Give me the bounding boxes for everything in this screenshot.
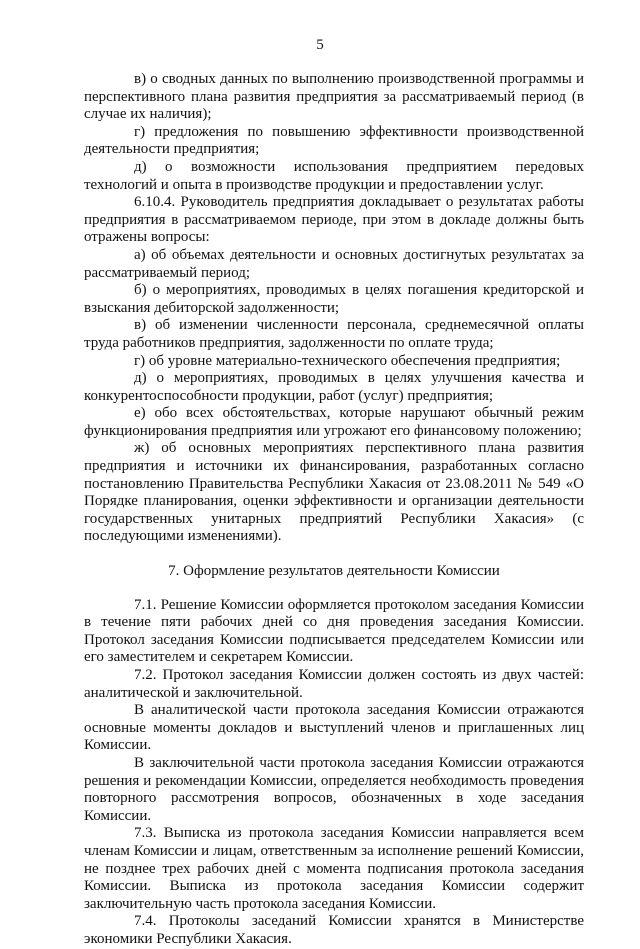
paragraph-7-3: 7.3. Выписка из протокола заседания Комиссии направляется всем членам Комиссии и лицам, ответственным за исполнение решений Комиссии, не позднее трех рабочих дней с момента подписания протокола заседания Комиссии. Выписка из протокола заседания Комиссии содержит заключительную часть протокола заседания Комиссии. [84, 825, 584, 912]
paragraph-a-volumes: а) об объемах деятельности и основных достигнутых результатах за рассматриваемый период; [84, 246, 584, 281]
paragraph-7-4: 7.4. Протоколы заседаний Комиссии хранятся в Министерстве экономики Республики Хакасия. [84, 913, 584, 947]
paragraph-v-staff: в) об изменении численности персонала, среднемесячной оплаты труда работников предприятия, задолженности по оплате труда; [84, 317, 584, 351]
paragraph-g-proposals: г) предложения по повышению эффективности производственной деятельности предприятия; [84, 123, 584, 158]
paragraph-v-summary-data: в) о сводных данных по выполнению производственной программы и перспективного плана развития предприятия за рассматриваемый период (в случае их наличия); [84, 71, 584, 123]
paragraph-6-10-4: 6.10.4. Руководитель предприятия докладывает о результатах работы предприятия в рассматриваемом периоде, при этом в докладе должны быть отражены вопросы: [84, 194, 584, 246]
paragraph-7-2: 7.2. Протокол заседания Комиссии должен состоять из двух частей: аналитической и заключительной. [84, 667, 584, 701]
paragraph-d-technologies: д) о возможности использования предприятием передовых технологий и опыта в производстве продукции и предоставлении услуг. [84, 158, 584, 193]
document-body [84, 71, 584, 949]
paragraph-analytic-part: В аналитической части протокола заседания Комиссии отражаются основные моменты докладов и выступлений членов и приглашенных лиц Комиссии. [84, 702, 584, 754]
paragraph-zh-plan: ж) об основных мероприятиях перспективного плана развития предприятия и источники их финансирования, разработанных согласно постановлению Правительства Республики Хакасия от 23.08.2011 № 549 «О Порядке планирования, оценки эффективности и организации деятельности государственных унитарных предприятий Республики Хакасия» (с последующими изменениями). [84, 440, 584, 545]
paragraph-e-circumstances: е) обо всех обстоятельствах, которые нарушают обычный режим функционирования предприятия или угрожают его финансовому положению; [84, 405, 584, 439]
paragraph-b-debts: б) о мероприятиях, проводимых в целях погашения кредиторской и взыскания дебиторской задолженности; [84, 282, 584, 316]
page-number: 5 [316, 37, 324, 53]
paragraph-d-quality: д) о мероприятиях, проводимых в целях улучшения качества и конкурентоспособности продукции, работ (услуг) предприятия; [84, 370, 584, 404]
paragraph-g-supply: г) об уровне материально-технического обеспечения предприятия; [134, 352, 561, 369]
paragraph-7-1: 7.1. Решение Комиссии оформляется протоколом заседания Комиссии в течение пяти рабочих дней со дня проведения заседания Комиссии. Протокол заседания Комиссии подписывается председателем Комиссии или его заместителем и секретарем Комиссии. [84, 596, 584, 666]
section-heading: 7. Оформление результатов деятельности Комиссии [168, 563, 500, 580]
paragraph-final-part: В заключительной части протокола заседания Комиссии отражаются решения и рекомендации Комиссии, определяется необходимость проведения повторного рассмотрения вопросов, обозначенных в ходе заседания Комиссии. [84, 754, 584, 824]
